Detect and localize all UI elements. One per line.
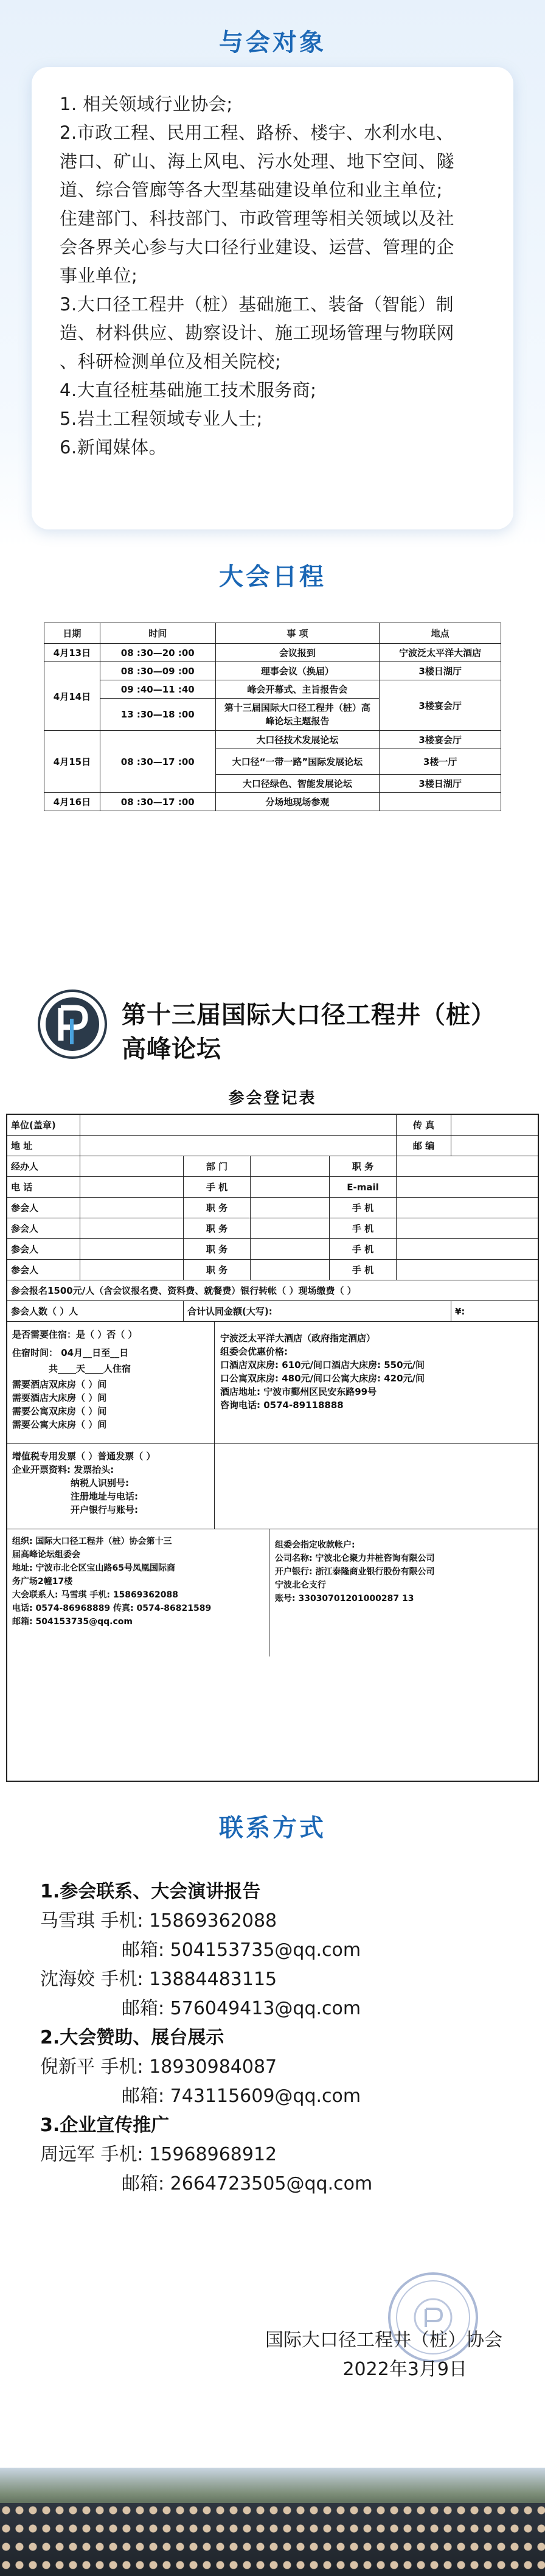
position-label: 职 务 — [184, 1260, 251, 1280]
item-cell: 分场地现场参观 — [215, 793, 380, 811]
invoice-line: 开户银行与账号: — [71, 1504, 138, 1515]
contact-line: 邮箱: 576049413@qq.com — [122, 1998, 361, 2019]
fax-label: 传 真 — [397, 1115, 451, 1135]
mobile-input[interactable] — [251, 1177, 330, 1197]
item-cell: 峰会开幕式、主旨报告会 — [215, 680, 380, 699]
mobile-input[interactable] — [397, 1198, 538, 1218]
position-input[interactable] — [251, 1239, 330, 1259]
registration-form — [6, 1114, 539, 1782]
attendees-line: 2.市政工程、民用工程、路桥、楼宇、水利水电、 — [60, 122, 454, 143]
group-photo — [0, 2468, 545, 2576]
contact-line: 邮箱: 2664723505@qq.com — [122, 2173, 373, 2194]
bank-line: 公司名称: 宁波北仑聚力井桩咨询有限公司 — [275, 1554, 435, 1563]
bank-block — [270, 1535, 538, 1609]
attendee-label: 参会人 — [7, 1218, 80, 1238]
contact-line: 倪新平 手机: 18930984087 — [40, 2056, 277, 2078]
invoice-line: 企业开票资料: 发票抬头: — [12, 1464, 114, 1475]
contacts-title: 联系方式 — [219, 1814, 326, 1842]
dept-input[interactable] — [251, 1156, 330, 1176]
address-label: 地 址 — [7, 1136, 80, 1156]
room-option[interactable]: 需要公寓大床房（ ）间 — [12, 1419, 107, 1430]
hotel-line: 宁波泛太平洋大酒店（政府指定酒店） — [220, 1333, 376, 1344]
attendee-row — [7, 1239, 538, 1260]
position-label: 职 务 — [184, 1198, 251, 1218]
form-row — [7, 1301, 538, 1322]
forum-title-line: 高峰论坛 — [122, 1035, 221, 1063]
photo-crowd — [0, 2503, 545, 2576]
item-cell: 大口径绿色、智能发展论坛 — [215, 775, 380, 793]
contact-line: 周远军 手机: 15968968912 — [40, 2144, 277, 2165]
attendees-title: 与会对象 — [219, 29, 326, 57]
date-cell: 4月15日 — [44, 731, 100, 793]
form-row — [7, 1280, 538, 1301]
registration-title: 参会登记表 — [228, 1089, 317, 1108]
contact-line: 邮箱: 743115609@qq.com — [122, 2086, 361, 2107]
contact-heading: 2.大会赞助、展台展示 — [40, 2027, 224, 2048]
invoice-line: 增值税专用发票（ ）普通发票（ ） — [12, 1451, 156, 1462]
attendees-line: 造、材料供应、勘察设计、施工现场管理与物联网 — [60, 323, 455, 343]
date-cell: 4月14日 — [44, 662, 100, 731]
signature-date: 2022年3月9日 — [342, 2359, 467, 2380]
total-text: 合计认同金额(大写): — [184, 1301, 451, 1321]
table-row — [44, 680, 501, 699]
position-label: 职 务 — [184, 1239, 251, 1259]
phone-label: 电 话 — [7, 1177, 80, 1197]
postcode-input[interactable] — [451, 1136, 538, 1156]
position-label: 职 务 — [330, 1156, 397, 1176]
contact-heading: 1.参会联系、大会演讲报告 — [40, 1881, 261, 1902]
organizer-block — [7, 1531, 269, 1632]
room-option[interactable]: 需要酒店双床房（ ）间 — [12, 1379, 107, 1390]
attendee-input[interactable] — [80, 1239, 184, 1259]
address-input[interactable] — [80, 1136, 397, 1156]
attendees-line: 1. 相关领域行业协会; — [60, 94, 233, 114]
mobile-input[interactable] — [397, 1260, 538, 1280]
header-time: 时间 — [100, 623, 215, 644]
phone-input[interactable] — [80, 1177, 184, 1197]
place-cell: 宁波泛太平洋大酒店 — [380, 644, 501, 662]
invoice-line: 注册地址与电话: — [71, 1491, 138, 1502]
mobile-label: 手 机 — [330, 1239, 397, 1259]
handler-label: 经办人 — [7, 1156, 80, 1176]
form-row — [7, 1115, 538, 1136]
place-cell: 3楼日湖厅 — [380, 662, 501, 680]
org-line: 务广场2幢17楼 — [12, 1577, 73, 1586]
schedule-table — [44, 623, 501, 811]
checkin: 住宿时间： 04月__日至__日 — [12, 1347, 129, 1358]
hotel-line: 咨询电话: 0574-89118888 — [220, 1400, 344, 1411]
invoice-block — [7, 1446, 214, 1520]
table-row — [44, 662, 501, 680]
org-line: 地址: 宁波市北仑区宝山路65号凤凰国际商 — [12, 1563, 175, 1573]
time-cell: 08 :30—17 :00 — [100, 731, 215, 793]
bank-line: 开户银行: 浙江泰隆商业银行股份有限公司 — [275, 1567, 435, 1577]
attendees-line: 4.大直径桩基础施工技术服务商; — [60, 380, 317, 400]
date-cell: 4月16日 — [44, 793, 100, 811]
fax-input[interactable] — [451, 1115, 538, 1135]
unit-input[interactable] — [80, 1115, 397, 1135]
association-logo — [36, 988, 108, 1060]
time-cell: 08 :30—17 :00 — [100, 793, 215, 811]
org-line: 组织: 国际大口径工程井（桩）协会第十三 — [12, 1537, 172, 1546]
attendee-row — [7, 1260, 538, 1280]
hotel-need: 是否需要住宿：是（ ）否（ ） — [12, 1329, 137, 1340]
item-cell: 会议报到 — [215, 644, 380, 662]
time-cell: 08 :30—20 :00 — [100, 644, 215, 662]
place-cell — [380, 793, 501, 811]
fee-text: 参会报名1500元/人（含会议报名费、资料费、就餐费）银行转帐（ ）现场缴费（ ） — [11, 1285, 356, 1296]
position-input[interactable] — [251, 1260, 330, 1280]
position-input[interactable] — [251, 1198, 330, 1218]
hotel-line: 组委会优惠价格: — [220, 1346, 288, 1357]
place-cell: 3楼宴会厅 — [380, 731, 501, 749]
attendee-input[interactable] — [80, 1218, 184, 1238]
mobile-input[interactable] — [397, 1239, 538, 1259]
time-cell: 08 :30—09 :00 — [100, 662, 215, 680]
header-date: 日期 — [44, 623, 100, 644]
item-cell: 第十三届国际大口径工程井（桩）高峰论坛主题报告 — [215, 699, 380, 731]
schedule-title: 大会日程 — [219, 563, 326, 591]
unit-label: 单位(盖章) — [7, 1115, 80, 1135]
contact-heading: 3.企业宣传推广 — [40, 2115, 170, 2136]
bank-line: 组委会指定收款帐户: — [275, 1540, 355, 1550]
handler-input[interactable] — [80, 1156, 184, 1176]
room-option[interactable]: 需要公寓双床房（ ）间 — [12, 1406, 107, 1417]
nights: 共____天____人住宿 — [49, 1363, 131, 1374]
hotel-line: 酒店地址: 宁波市鄞州区民安东路99号 — [220, 1386, 377, 1397]
org-line: 大会联系人: 马雪琪 手机: 15869362088 — [12, 1590, 178, 1600]
table-row — [44, 793, 501, 811]
form-row — [7, 1177, 538, 1198]
attendees-line: 事业单位; — [60, 265, 138, 286]
attendee-input[interactable] — [80, 1198, 184, 1218]
yen-text: ¥: — [455, 1305, 465, 1317]
form-row — [7, 1136, 538, 1156]
header-place: 地点 — [380, 623, 501, 644]
attendees-line: 6.新闻媒体。 — [60, 437, 167, 458]
attendee-label: 参会人 — [7, 1260, 80, 1280]
hotel-info-block — [215, 1328, 538, 1415]
time-cell: 13 :30—18 :00 — [100, 699, 215, 731]
mobile-label: 手 机 — [184, 1177, 251, 1197]
signature-org: 国际大口径工程井（桩）协会 — [265, 2330, 502, 2351]
date-cell: 4月13日 — [44, 644, 100, 662]
attendees-line: 5.岩土工程领域专业人士; — [60, 408, 263, 429]
attendees-card — [32, 67, 513, 529]
header-item: 事 项 — [215, 623, 380, 644]
position-input[interactable] — [251, 1218, 330, 1238]
hotel-need-block — [7, 1324, 214, 1435]
place-cell: 3楼一厅 — [380, 749, 501, 775]
attendees-line: 3.大口径工程井（桩）基础施工、装备（智能）制 — [60, 294, 454, 315]
count-text: 参会人数（ ）人 — [7, 1301, 184, 1321]
attendees-line: 会各界关心参与大口径行业建设、运营、管理的企 — [60, 237, 455, 257]
contacts-block — [40, 1877, 515, 2199]
mobile-input[interactable] — [397, 1218, 538, 1238]
item-cell: 大口径技术发展论坛 — [215, 731, 380, 749]
form-row — [7, 1156, 538, 1177]
forum-title-line: 第十三届国际大口径工程井（桩） — [122, 1001, 496, 1029]
item-cell: 理事会议（换届） — [215, 662, 380, 680]
mobile-label: 手 机 — [330, 1218, 397, 1238]
table-row — [44, 731, 501, 749]
attendee-input[interactable] — [80, 1260, 184, 1280]
mobile-label: 手 机 — [330, 1260, 397, 1280]
attendee-row — [7, 1198, 538, 1218]
forum-title — [122, 998, 511, 1066]
email-input[interactable] — [397, 1177, 538, 1197]
attendees-line: 住建部门、科技部门、市政管理等相关领域以及社 — [60, 208, 455, 229]
contact-line: 马雪琪 手机: 15869362088 — [40, 1910, 277, 1932]
mobile-label: 手 机 — [330, 1198, 397, 1218]
email-label: E-mail — [330, 1177, 397, 1197]
attendees-line: 、科研检测单位及相关院校; — [60, 351, 282, 372]
bank-line: 宁波北仑支行 — [275, 1580, 326, 1590]
dept-label: 部 门 — [184, 1156, 251, 1176]
position-label: 职 务 — [184, 1218, 251, 1238]
item-cell: 大口径“一带一路”国际发展论坛 — [215, 749, 380, 775]
schedule-header-row — [44, 623, 501, 644]
place-cell: 3楼日湖厅 — [380, 775, 501, 793]
attendee-label: 参会人 — [7, 1239, 80, 1259]
hotel-line: 口公寓双床房: 480元/间口公寓大床房: 420元/间 — [220, 1373, 425, 1384]
divider — [214, 1322, 215, 1529]
position-input[interactable] — [397, 1156, 538, 1176]
room-option[interactable]: 需要酒店大床房（ ）间 — [12, 1392, 107, 1403]
divider — [7, 1443, 538, 1444]
attendee-row — [7, 1218, 538, 1239]
bank-line: 账号: 33030701201000287 13 — [275, 1594, 414, 1604]
postcode-label: 邮 编 — [397, 1136, 451, 1156]
org-line: 电话: 0574-86968889 传真: 0574-86821589 — [12, 1604, 212, 1613]
hotel-line: 口酒店双床房: 610元/间口酒店大床房: 550元/间 — [220, 1360, 425, 1370]
attendees-line: 港口、矿山、海上风电、污水处理、地下空间、隧 — [60, 151, 455, 172]
attendee-label: 参会人 — [7, 1198, 80, 1218]
invoice-line: 纳税人识别号: — [71, 1478, 129, 1489]
table-row — [44, 644, 501, 662]
place-cell: 3楼宴会厅 — [380, 680, 501, 731]
org-line: 届高峰论坛组委会 — [12, 1550, 80, 1560]
contact-line: 沈海姣 手机: 13884483115 — [40, 1969, 277, 1990]
association-seal-icon — [384, 2269, 482, 2366]
attendees-line: 道、综合管廊等各大型基础建设单位和业主单位; — [60, 180, 443, 200]
contact-line: 邮箱: 504153735@qq.com — [122, 1939, 361, 1961]
org-line: 邮箱: 504153735@qq.com — [12, 1617, 133, 1627]
time-cell: 09 :40—11 :40 — [100, 680, 215, 699]
